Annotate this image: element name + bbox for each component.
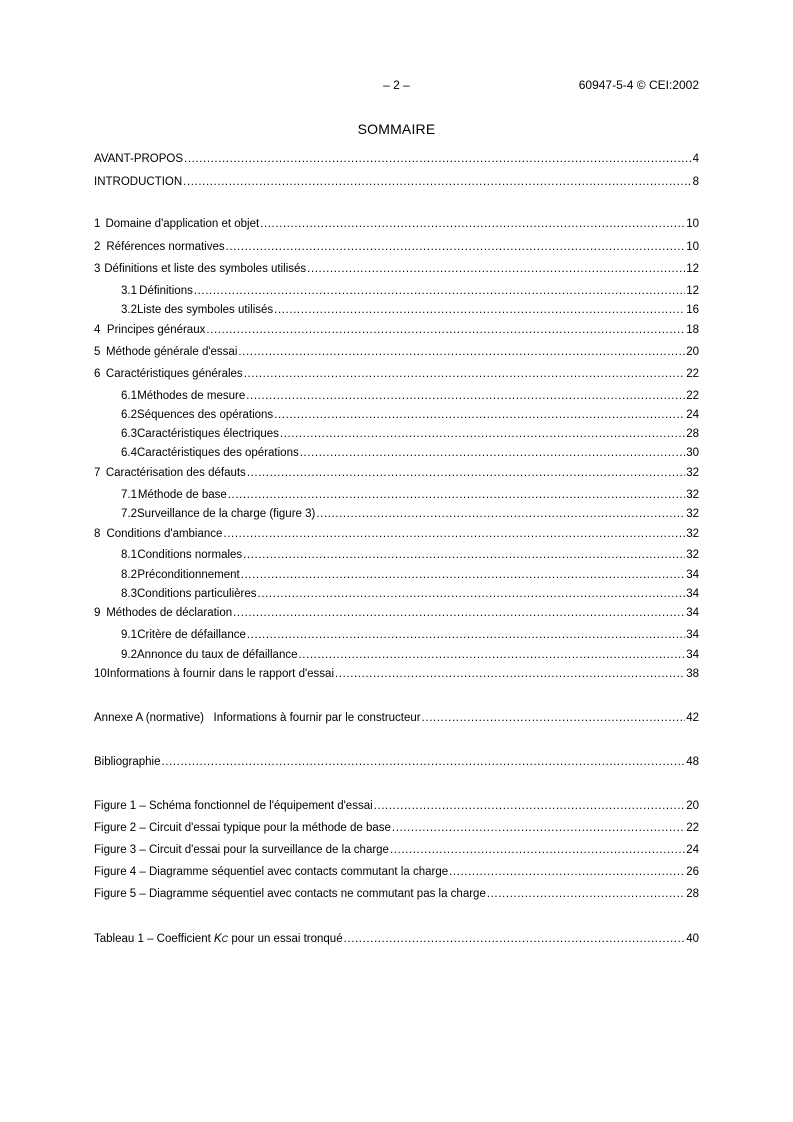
toc-entry-label: Caractérisation des défauts [105,467,246,479]
toc-leader-dots [307,261,685,277]
toc-leader-dots [300,445,685,461]
toc-entry-4[interactable] [94,322,699,338]
toc-entry-number: 7 [94,467,101,479]
toc-entry-figure-4[interactable] [94,864,699,880]
toc-entry-page: 34 [686,629,699,641]
toc-leader-dots [274,302,685,318]
toc-entry-number: 6.1 [121,390,137,402]
toc-entry-9[interactable] [94,605,699,621]
toc-entry-number: 3 [94,263,101,275]
toc-entry-introduction[interactable] [94,174,699,190]
toc-leader-dots [247,627,685,643]
toc-entry-label: Principes généraux [106,324,206,336]
toc-entry-label [94,931,343,947]
toc-leader-dots [298,647,685,663]
toc-entry-label: Séquences des opérations [137,409,274,421]
toc-entry-page: 10 [686,218,699,230]
toc-entry-page: 32 [686,489,699,501]
toc-entry-label: Figure 1 – Schéma fonctionnel de l'équipement d'essai [94,800,373,812]
toc-entry-number: 2 [94,241,101,253]
toc-entry-label: Surveillance de la charge (figure 3) [137,508,316,520]
toc-entry-page: 10 [686,241,699,253]
toc-entry-page: 34 [686,649,699,661]
toc-entry-8-1[interactable] [94,547,699,563]
toc-entry-10[interactable] [94,666,699,682]
toc-entry-3-2[interactable] [94,302,699,318]
toc-entry-page: 18 [686,324,699,336]
toc-entry-label: Annonce du taux de défaillance [137,649,298,661]
toc-entry-6-4[interactable] [94,445,699,461]
toc-entry-page: 30 [686,447,699,459]
toc-leader-dots [316,506,685,522]
toc-entry-page: 34 [686,607,699,619]
toc-leader-dots [243,547,685,563]
toc-entry-bibliographie[interactable] [94,754,699,770]
toc-entry-page: 32 [686,467,699,479]
toc-entry-7[interactable] [94,465,699,481]
toc-entry-8[interactable] [94,526,699,542]
toc-entry-7-1[interactable] [94,487,699,503]
toc-entry-avant-propos[interactable] [94,151,699,167]
toc-entry-label: Conditions normales [137,549,243,561]
toc-entry-page: 16 [686,304,699,316]
toc-entry-6[interactable] [94,366,699,382]
toc-leader-dots [246,388,685,404]
toc-entry-number: 7.2 [121,508,137,520]
toc-leader-dots [449,864,685,880]
toc-entry-number: 6.3 [121,428,137,440]
toc-entry-page: 8 [692,176,699,188]
toc-entry-1[interactable] [94,216,699,232]
toc-entry-7-2[interactable] [94,506,699,522]
toc-leader-dots [162,754,686,770]
toc-entry-label: Figure 4 – Diagramme séquentiel avec contacts commutant la charge [94,866,449,878]
toc-entry-label: Définitions et liste des symboles utilisés [104,263,307,275]
toc-entry-label: Liste des symboles utilisés [137,304,274,316]
toc-leader-dots [241,567,685,583]
toc-entry-page: 48 [686,756,699,768]
toc-leader-dots [223,526,685,542]
toc-leader-dots [390,842,685,858]
toc-entry-3-1[interactable] [94,283,699,299]
toc-entry-label: Critère de défaillance [137,629,246,641]
toc-entry-number: 8.3 [121,588,137,600]
toc-entry-page: 38 [686,668,699,680]
page-number: – 2 – [383,78,410,92]
toc-entry-label: Figure 5 – Diagramme séquentiel avec contacts ne commutant pas la charge [94,888,486,900]
toc-entry-number: 1 [94,218,101,230]
toc-leader-dots [374,798,686,814]
toc-leader-dots [238,344,685,360]
toc-leader-dots [226,239,686,255]
document-reference: 60947-5-4 © CEI:2002 [578,78,699,92]
toc-entry-page: 22 [686,822,699,834]
toc-entry-page: 28 [686,428,699,440]
toc-entry-number: 4 [94,324,101,336]
toc-entry-label: Caractéristiques électriques [137,428,279,440]
toc-entry-label: Méthodes de mesure [137,390,246,402]
toc-leader-dots [206,322,685,338]
toc-leader-dots [335,666,685,682]
toc-entry-label: Informations à fournir dans le rapport d'essai [106,668,335,680]
toc-entry-label: Conditions d'ambiance [106,528,223,540]
toc-entry-number: 9.2 [121,649,137,661]
toc-leader-dots [184,151,692,167]
toc-entry-label: Méthode générale d'essai [106,346,238,358]
toc-entry-label: Caractéristiques des opérations [137,447,299,459]
toc-entry-page: 34 [686,588,699,600]
toc-entry-page: 32 [686,508,699,520]
toc-entry-label: INTRODUCTION [94,176,183,188]
toc-entry-page: 20 [686,800,699,812]
toc-entry-page: 26 [686,866,699,878]
toc-entry-page: 12 [686,263,699,275]
toc-entry-page: 12 [686,285,699,297]
toc-entry-6-3[interactable] [94,426,699,442]
toc-entry-label: Bibliographie [94,756,161,768]
toc-entry-number: 3.1 [121,285,137,297]
toc-leader-dots [392,820,685,836]
toc-entry-page: 24 [686,409,699,421]
toc-entry-page: 22 [686,390,699,402]
toc-entry-number: 8 [94,528,101,540]
toc-leader-dots [233,605,685,621]
toc-entry-5[interactable] [94,344,699,360]
toc-entry-number: 8.2 [121,569,137,581]
toc-leader-dots [274,407,685,423]
toc-entry-label: Méthode de base [137,489,227,501]
toc-entry-annexe-a[interactable] [94,710,699,726]
page-header [94,78,699,94]
toc-entry-number: 6.4 [121,447,137,459]
toc-leader-dots [487,886,685,902]
toc-entry-number: 8.1 [121,549,137,561]
toc-leader-dots [260,216,685,232]
toc-entry-9-2[interactable] [94,647,699,663]
toc-entry-page: 42 [686,712,699,724]
toc-entry-label-end: pour un essai tronqué [228,933,343,945]
toc-leader-dots [228,487,685,503]
toc-leader-dots [244,366,686,382]
toc-entry-label: Annexe A (normative) Informations à fournir par le constructeur [94,712,421,724]
toc-entry-page: 4 [692,153,699,165]
toc-entry-page: 22 [686,368,699,380]
toc-entry-2[interactable] [94,239,699,255]
toc-entry-label: Références normatives [106,241,225,253]
toc-entry-figure-5[interactable] [94,886,699,902]
toc-entry-label: Conditions particulières [137,588,257,600]
toc-entry-page: 34 [686,569,699,581]
toc-entry-label: Préconditionnement [137,569,240,581]
toc-entry-number: 6 [94,368,101,380]
toc-entry-figure-3[interactable] [94,842,699,858]
coefficient-symbol: K [213,933,222,945]
toc-title: SOMMAIRE [357,121,436,137]
toc-entry-figure-2[interactable] [94,820,699,836]
toc-entry-6-1[interactable] [94,388,699,404]
toc-entry-page: 32 [686,528,699,540]
toc-entry-page: 28 [686,888,699,900]
toc-entry-number: 10 [94,668,107,680]
toc-entry-label: Figure 2 – Circuit d'essai typique pour la méthode de base [94,822,391,834]
toc-leader-dots [194,283,685,299]
toc-entry-3[interactable] [94,261,699,277]
toc-entry-number: 9 [94,607,101,619]
toc-entry-label: Méthodes de déclaration [106,607,233,619]
toc-entry-page: 24 [686,844,699,856]
toc-entry-label: Caractéristiques générales [105,368,243,380]
toc-leader-dots [183,174,691,190]
toc-leader-dots [422,710,686,726]
toc-leader-dots [247,465,685,481]
toc-leader-dots [280,426,685,442]
toc-entry-label: Définitions [139,285,193,297]
toc-entry-9-1[interactable] [94,627,699,643]
toc-entry-label-start: Tableau 1 – Coefficient [94,933,214,945]
toc-entry-page: 32 [686,549,699,561]
toc-entry-8-2[interactable] [94,567,699,583]
toc-entry-page: 40 [686,933,699,945]
toc-entry-number: 9.1 [121,629,137,641]
toc-leader-dots [344,931,686,947]
toc-entry-label: Domaine d'application et objet [105,218,260,230]
toc-entry-tableau-1[interactable] [94,931,699,947]
toc-entry-number: 3.2 [121,304,137,316]
toc-entry-number: 7.1 [121,489,137,501]
toc-entry-label: AVANT-PROPOS [94,153,184,165]
toc-entry-8-3[interactable] [94,586,699,602]
toc-entry-number: 5 [94,346,101,358]
toc-entry-6-2[interactable] [94,407,699,423]
toc-entry-number: 6.2 [121,409,137,421]
toc-entry-figure-1[interactable] [94,798,699,814]
toc-entry-page: 20 [686,346,699,358]
toc-leader-dots [258,586,686,602]
coefficient-subscript: C [221,934,229,944]
toc-entry-label: Figure 3 – Circuit d'essai pour la surveillance de la charge [94,844,389,856]
